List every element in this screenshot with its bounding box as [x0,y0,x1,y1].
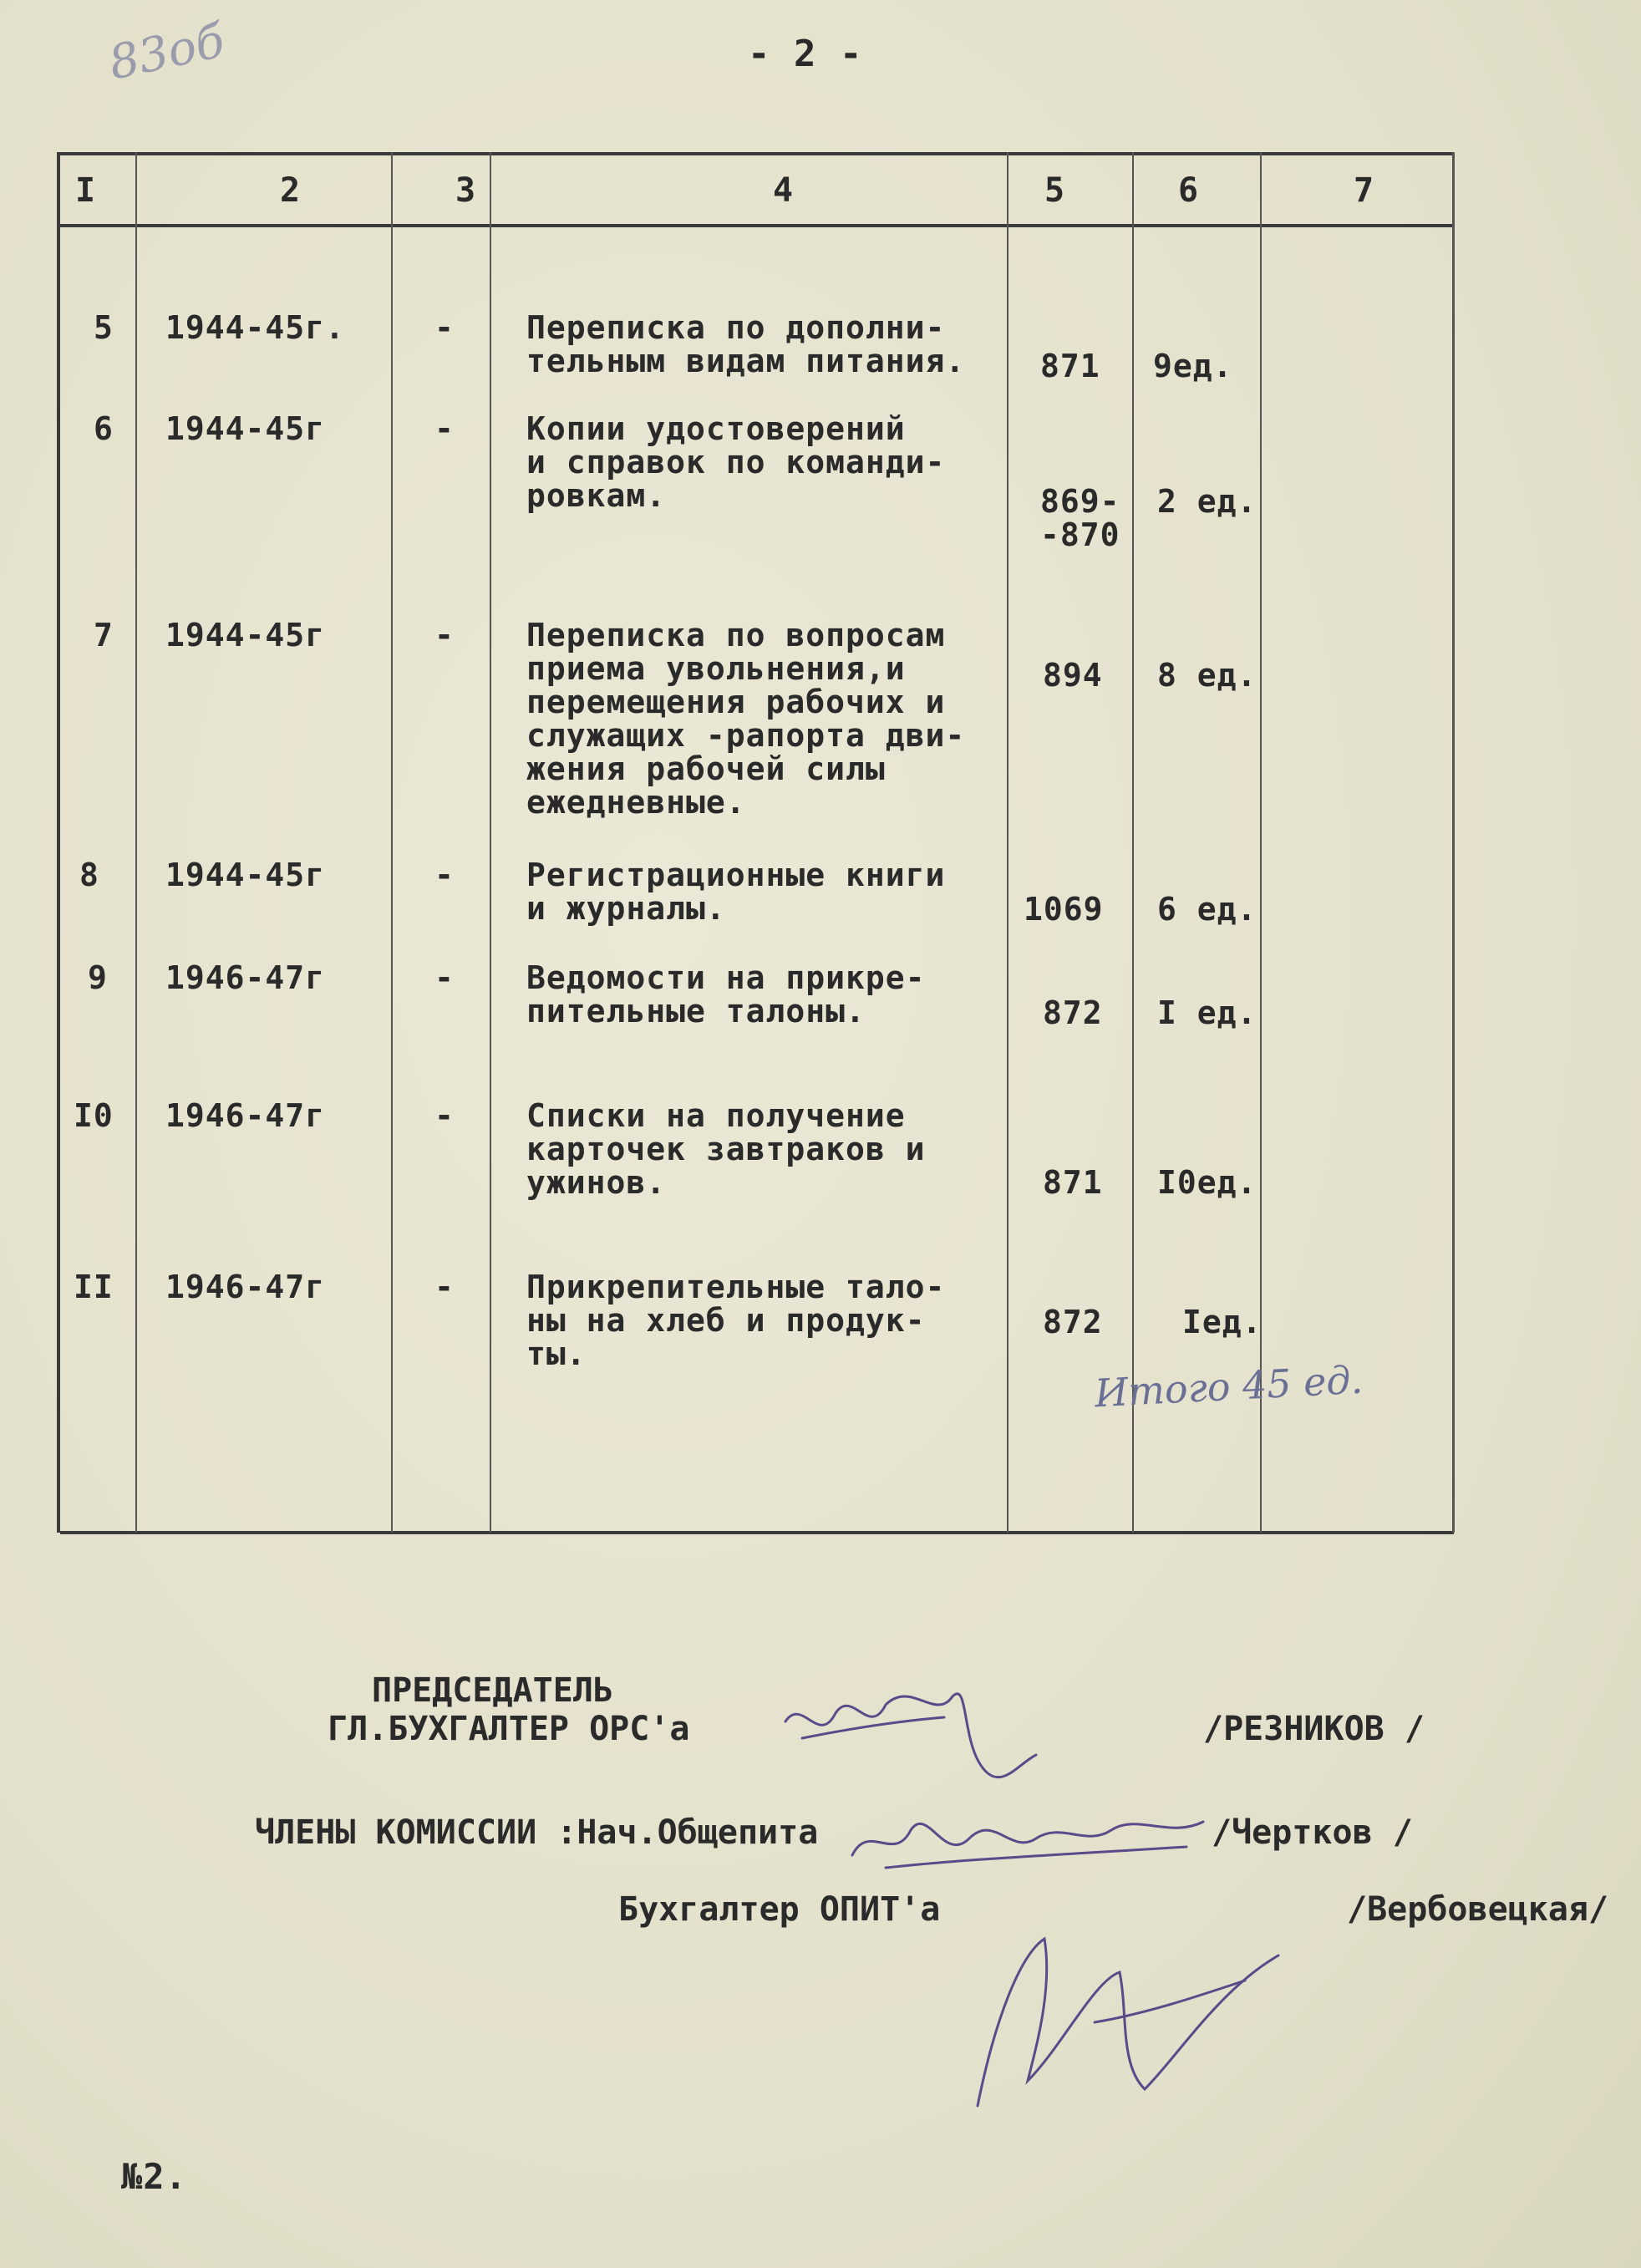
row-8-fond: 1069 [1024,891,1104,928]
row-6-col3: - [434,410,455,447]
row-6-description: Копии удостоверений и справок по команди- ровкам. [526,410,946,514]
row-7-fond: 894 [1043,657,1103,694]
col-border-3 [490,152,491,1533]
col-border-5 [1132,152,1134,1533]
row-5-year: 1944-45г. [165,309,345,346]
row-9-year: 1946-47г [165,959,326,996]
row-10-number: I0 [74,1097,114,1134]
row-8-quantity: 6 ед. [1157,891,1257,928]
row-10-description: Списки на получение карточек завтраков и ужинов. [526,1097,926,1201]
col-border-1 [135,152,137,1533]
row-5-quantity: 9ед. [1153,348,1233,384]
row-7-quantity: 8 ед. [1157,657,1257,694]
row-5-fond: 871 [1040,348,1100,384]
table-header-border [57,224,1454,227]
header-col-3: 3 [455,171,477,210]
col-border-0 [57,152,60,1533]
header-col-5: 5 [1044,171,1066,210]
row-6-year: 1944-45г [165,410,326,447]
row-7-year: 1944-45г [165,617,326,653]
chairman-title: ПРЕДСЕДАТЕЛЬ [372,1671,613,1710]
row-11-quantity: Iед. [1182,1304,1263,1340]
row-11-col3: - [434,1269,455,1305]
commission-members-label: ЧЛЕНЫ КОМИССИИ :Нач.Общепита [255,1813,819,1852]
member2-name: /Вербовецкая/ [1347,1890,1609,1929]
row-10-col3: - [434,1097,455,1134]
header-col-6: 6 [1178,171,1200,210]
chief-accountant-title: ГЛ.БУХГАЛТЕР ОРС'а [328,1710,690,1748]
member2-title: Бухгалтер ОПИТ'а [618,1890,941,1929]
row-7-description: Переписка по вопросам приема увольнения,и перемещения рабочих и служащих -рапорта дви- жения рабочей силы ежедневные. [526,617,966,821]
header-col-4: 4 [773,171,795,210]
row-9-number: 9 [88,959,108,996]
row-11-description: Прикрепительные тало- ны на хлеб и продук- ты. [526,1269,946,1372]
row-11-year: 1946-47г [165,1269,326,1305]
row-7-col3: - [434,617,455,653]
row-9-quantity: I ед. [1157,994,1257,1031]
row-10-fond: 871 [1043,1164,1103,1201]
row-11-number: II [74,1269,114,1305]
row-8-col3: - [434,857,455,893]
row-6-fond: 869- -870 [1040,483,1120,553]
col-border-7 [1452,152,1455,1533]
row-9-fond: 872 [1043,994,1103,1031]
row-5-description: Переписка по дополни- тельным видам питания. [526,309,966,379]
table-top-border [57,152,1454,155]
row-8-number: 8 [79,857,99,893]
row-9-col3: - [434,959,455,996]
row-8-year: 1944-45г [165,857,326,893]
row-10-quantity: I0ед. [1157,1164,1257,1201]
header-col-7: 7 [1354,171,1375,210]
row-5-col3: - [434,309,455,346]
col-border-2 [391,152,393,1533]
member1-name: /Чертков / [1212,1813,1413,1852]
header-col-2: 2 [280,171,302,210]
row-11-fond: 872 [1043,1304,1103,1340]
page-number: - 2 - [748,33,863,75]
row-9-description: Ведомости на прикре- пительные талоны. [526,959,926,1030]
row-6-quantity: 2 ед. [1157,483,1257,520]
table-bottom-border [60,1531,1454,1534]
signature-member2 [927,1855,1329,2156]
header-col-1: I [75,171,97,210]
archive-sheet-mark: 83об [104,13,230,91]
footer-number: №2. [121,2156,187,2197]
row-6-number: 6 [94,410,114,447]
col-border-4 [1007,152,1008,1533]
handwritten-total: Итого 45 ед. [1093,1356,1364,1416]
row-5-number: 5 [94,309,114,346]
chairman-name: /РЕЗНИКОВ / [1203,1710,1425,1748]
row-8-description: Регистрационные книги и журналы. [526,857,946,927]
row-7-number: 7 [94,617,114,653]
row-10-year: 1946-47г [165,1097,326,1134]
